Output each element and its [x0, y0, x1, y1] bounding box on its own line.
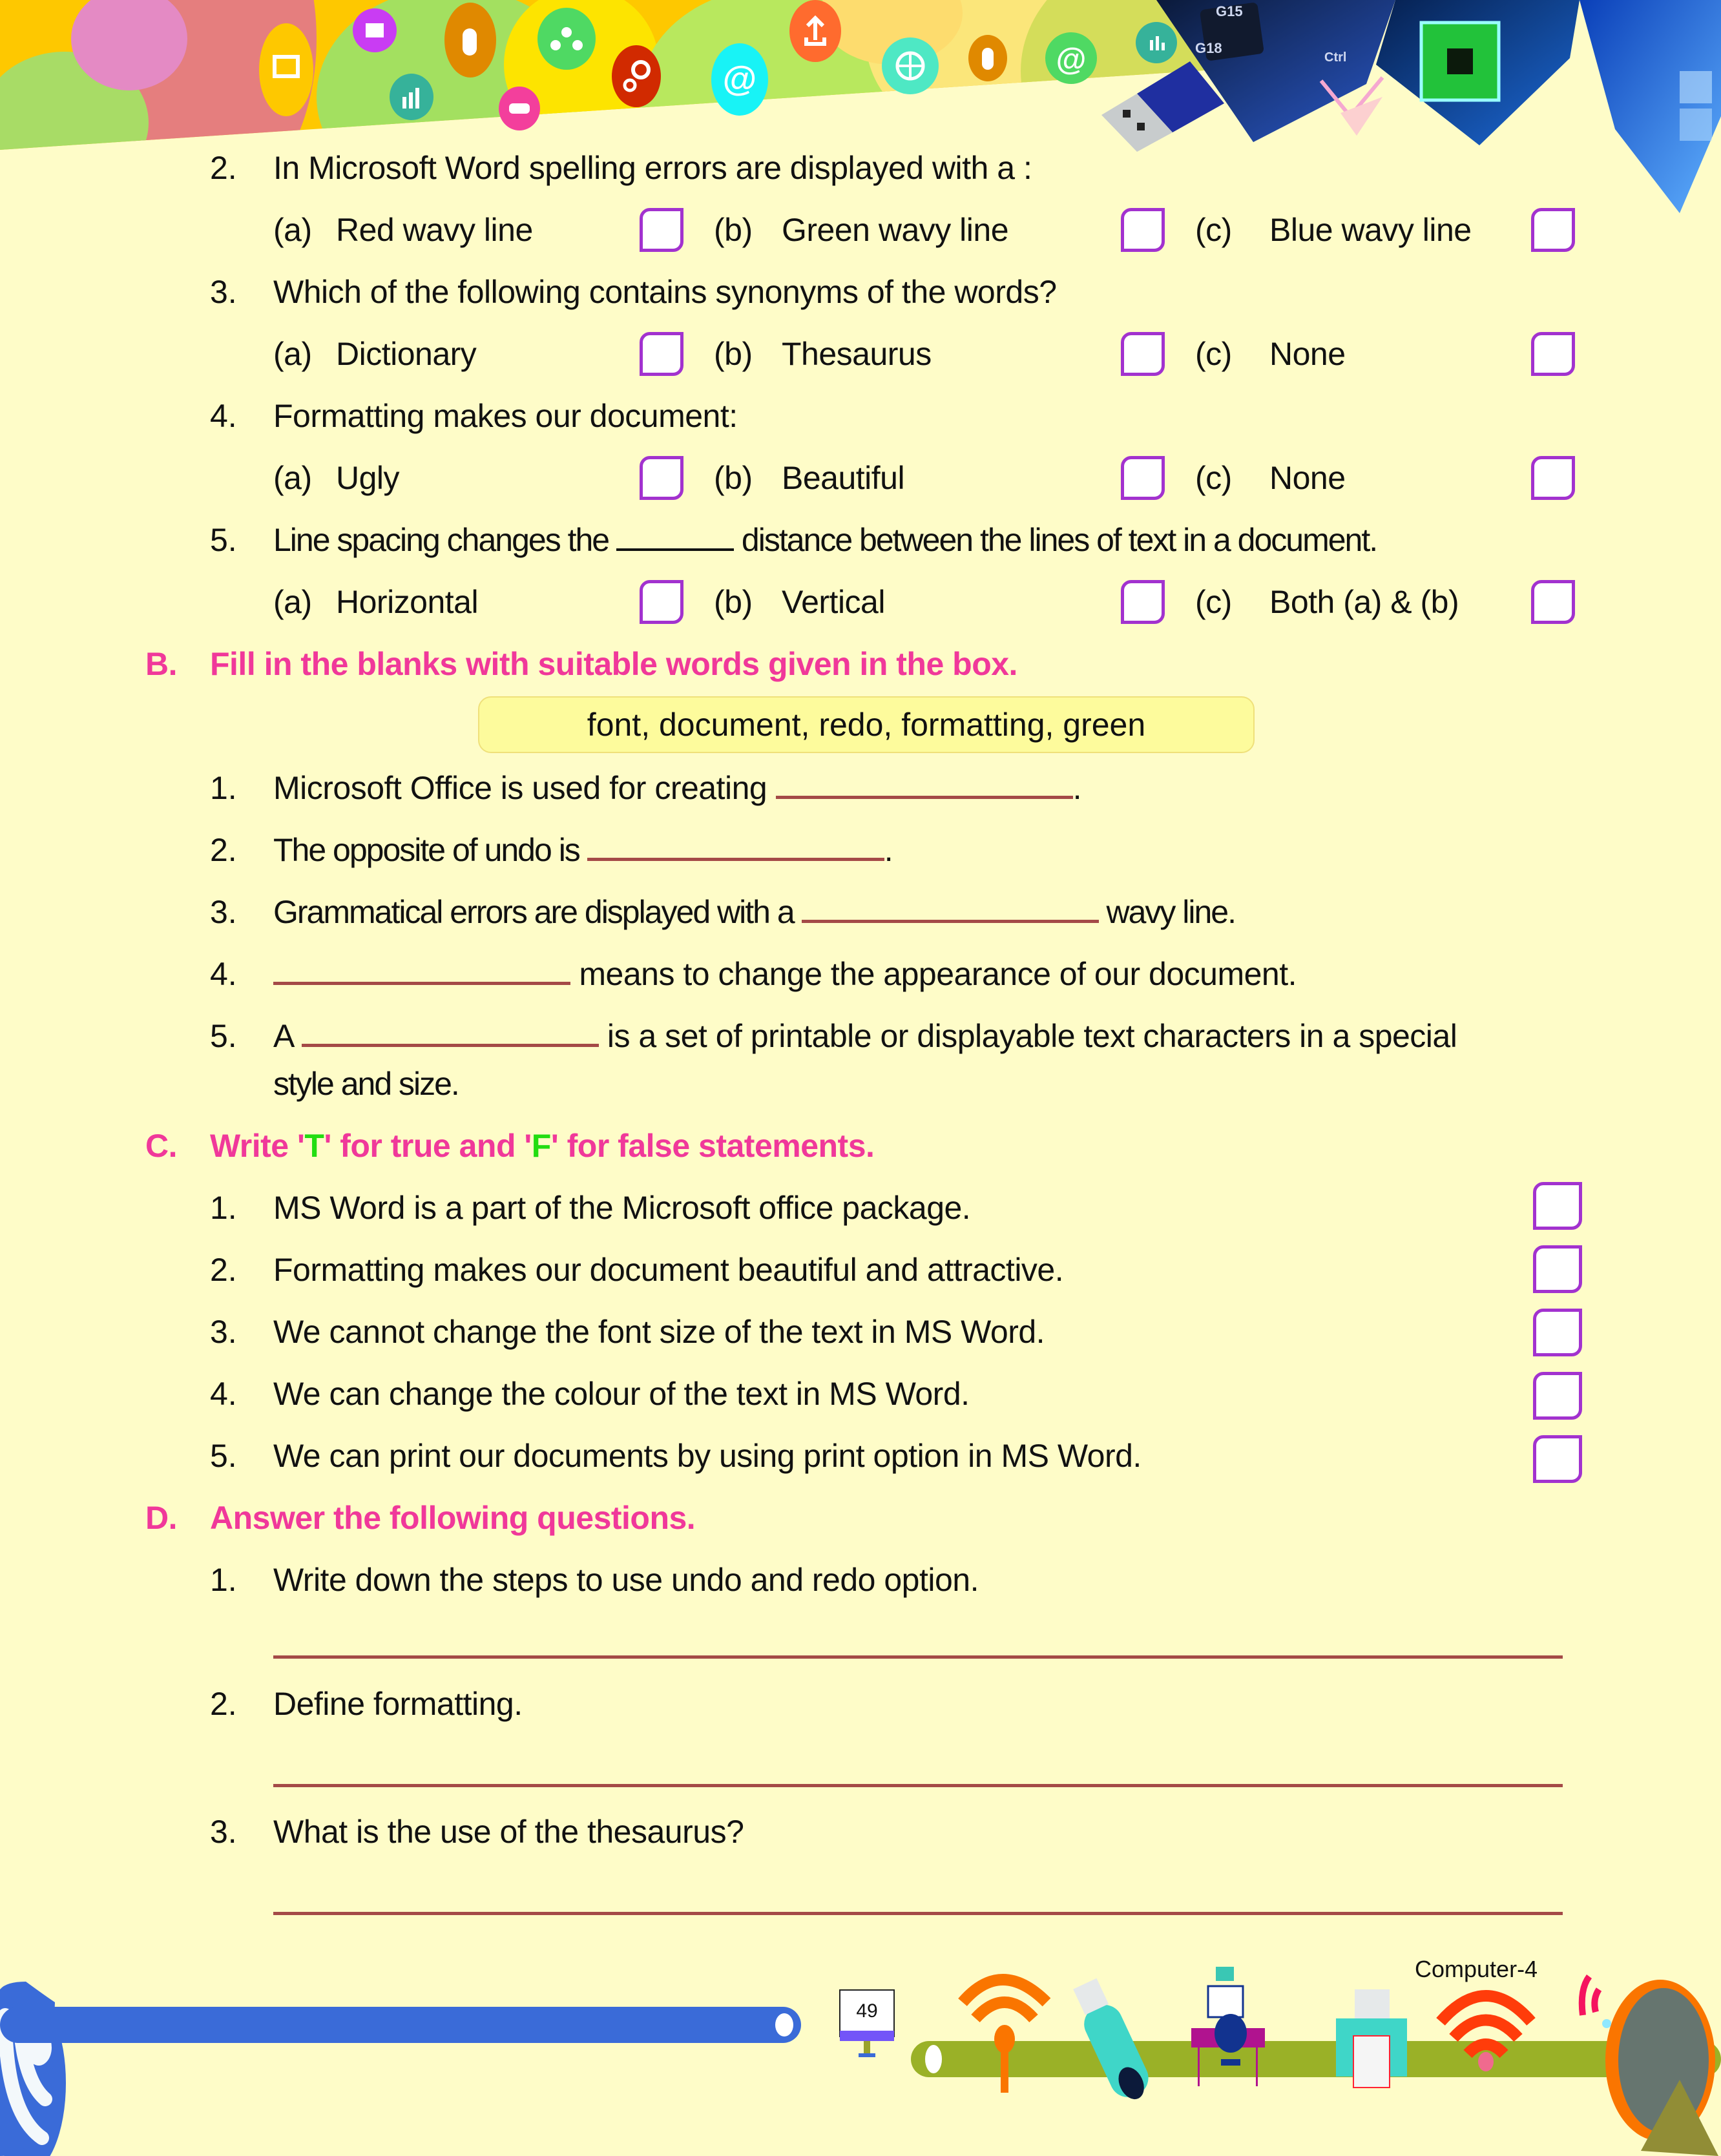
item-number: 2. [210, 832, 237, 868]
option-label: (c) [1195, 460, 1232, 496]
question-text: Which of the following contains synonyms of the words? [273, 274, 1057, 310]
fill-blank[interactable] [616, 523, 734, 551]
answer-checkbox[interactable] [640, 332, 683, 376]
svg-text:@: @ [1056, 43, 1087, 77]
question-text-before: Line spacing changes the [273, 522, 609, 558]
option-label: (a) [273, 584, 312, 620]
answer-checkbox[interactable] [1531, 456, 1575, 500]
item-text-after: . [1072, 770, 1082, 806]
answer-checkbox[interactable] [1121, 580, 1165, 624]
title-part: ' for true and ' [324, 1128, 532, 1164]
fill-item [273, 769, 1081, 807]
fill-blank[interactable] [802, 894, 1099, 923]
section-title: Fill in the blanks with suitable words given in the box. [210, 646, 1017, 682]
statement-text: Formatting makes our document beautiful and attractive. [273, 1252, 1064, 1288]
answer-checkbox[interactable] [640, 456, 683, 500]
tf-answer-box[interactable] [1533, 1372, 1582, 1420]
option-text: Ugly [336, 460, 400, 496]
option-label: (b) [714, 212, 753, 248]
question-number: 2. [210, 150, 237, 186]
question-text-after: distance between the lines of text in a document. [741, 522, 1377, 558]
word-box: font, document, redo, formatting, green [478, 696, 1255, 753]
page-number: 49 [856, 2000, 878, 2022]
item-text-before: Grammatical errors are displayed with a [273, 894, 794, 930]
answer-line[interactable] [273, 1784, 1563, 1787]
option-label: (c) [1195, 212, 1232, 248]
answer-checkbox[interactable] [640, 580, 683, 624]
question-text: What is the use of the thesaurus? [273, 1814, 744, 1850]
tf-answer-box[interactable] [1533, 1435, 1582, 1483]
item-number: 3. [210, 1314, 237, 1350]
question-number: 3. [210, 274, 237, 310]
item-number: 4. [210, 1376, 237, 1412]
footer-decoration [0, 1964, 1721, 2156]
item-text-after: wavy line. [1106, 894, 1235, 930]
item-number: 1. [210, 1562, 237, 1598]
title-part: Write ' [210, 1128, 305, 1164]
fill-item [273, 955, 1297, 993]
key-g15: G15 [1216, 3, 1243, 19]
section-letter: D. [145, 1500, 177, 1536]
section-title [210, 1126, 874, 1165]
footer-green-bar [911, 2041, 1721, 2077]
question-text: In Microsoft Word spelling errors are displayed with a : [273, 150, 1032, 186]
statement-text: MS Word is a part of the Microsoft office package. [273, 1190, 971, 1226]
statement-text: We can change the colour of the text in MS Word. [273, 1376, 970, 1412]
answer-line[interactable] [273, 1912, 1563, 1915]
question-number: 4. [210, 398, 237, 434]
book-title: Computer-4 [1415, 1956, 1538, 1982]
answer-checkbox[interactable] [1121, 456, 1165, 500]
item-number: 1. [210, 770, 237, 806]
option-text: Beautiful [782, 460, 905, 496]
statement-text: We can print our documents by using print option in MS Word. [273, 1438, 1142, 1474]
fill-blank[interactable] [776, 770, 1073, 799]
item-text-before: Microsoft Office is used for creating [273, 770, 767, 806]
answer-checkbox[interactable] [1531, 580, 1575, 624]
answer-checkbox[interactable] [640, 208, 683, 252]
fill-blank[interactable] [273, 956, 570, 985]
monitor-icon [259, 23, 313, 116]
item-number: 2. [210, 1252, 237, 1288]
item-number: 5. [210, 1438, 237, 1474]
fill-blank[interactable] [587, 832, 884, 861]
answer-checkbox[interactable] [1531, 332, 1575, 376]
option-text: Red wavy line [336, 212, 533, 248]
statement-text: We cannot change the font size of the text in MS Word. [273, 1314, 1045, 1350]
footer-blue-bar [0, 2007, 801, 2043]
item-number: 4. [210, 956, 237, 992]
fill-item [273, 831, 892, 869]
question-text: Define formatting. [273, 1686, 523, 1722]
option-text: Thesaurus [782, 336, 932, 372]
item-continuation: style and size. [273, 1066, 459, 1102]
tf-answer-box[interactable] [1533, 1182, 1582, 1230]
option-label: (b) [714, 460, 753, 496]
svg-text:@: @ [722, 59, 757, 98]
option-text: Green wavy line [782, 212, 1008, 248]
item-number: 3. [210, 894, 237, 930]
key-ctrl: Ctrl [1324, 50, 1347, 65]
option-label: (a) [273, 460, 312, 496]
option-text: Horizontal [336, 584, 479, 620]
fill-blank[interactable] [302, 1018, 599, 1047]
answer-checkbox[interactable] [1121, 208, 1165, 252]
printer-icon [1336, 1989, 1407, 2088]
option-text: None [1269, 336, 1346, 372]
answer-checkbox[interactable] [1531, 208, 1575, 252]
option-label: (b) [714, 336, 753, 372]
section-letter: C. [145, 1128, 177, 1164]
option-text: Both (a) & (b) [1269, 584, 1459, 620]
option-text: Dictionary [336, 336, 477, 372]
item-text-after: means to change the appearance of our document. [579, 956, 1297, 992]
option-label: (b) [714, 584, 753, 620]
item-number: 2. [210, 1686, 237, 1722]
answer-line[interactable] [273, 1655, 1563, 1659]
option-label: (c) [1195, 584, 1232, 620]
question-number: 5. [210, 522, 237, 558]
item-text-before: A [273, 1018, 293, 1054]
fill-item [273, 893, 1235, 931]
false-letter: F [531, 1128, 551, 1164]
item-number: 5. [210, 1018, 237, 1054]
question-text: Formatting makes our document: [273, 398, 738, 434]
fill-item [273, 1017, 1457, 1055]
answer-checkbox[interactable] [1121, 332, 1165, 376]
question-text [273, 521, 1377, 559]
option-text: Vertical [782, 584, 885, 620]
title-part: ' for false statements. [550, 1128, 875, 1164]
item-number: 3. [210, 1814, 237, 1850]
item-text-after: . [884, 832, 892, 868]
question-text: Write down the steps to use undo and redo option. [273, 1562, 979, 1598]
windows-logo-photo [1580, 0, 1721, 213]
item-text-after: is a set of printable or displayable text characters in a special [607, 1018, 1457, 1054]
option-label: (a) [273, 212, 312, 248]
item-text-before: The opposite of undo is [273, 832, 579, 868]
tf-answer-box[interactable] [1533, 1309, 1582, 1356]
people-network-icon [537, 8, 596, 70]
item-number: 1. [210, 1190, 237, 1226]
section-title: Answer the following questions. [210, 1500, 696, 1536]
option-text: None [1269, 460, 1346, 496]
true-letter: T [304, 1128, 324, 1164]
section-letter: B. [145, 646, 177, 682]
option-text: Blue wavy line [1269, 212, 1472, 248]
option-label: (c) [1195, 336, 1232, 372]
key-g18: G18 [1195, 40, 1222, 56]
option-label: (a) [273, 336, 312, 372]
tf-answer-box[interactable] [1533, 1245, 1582, 1293]
